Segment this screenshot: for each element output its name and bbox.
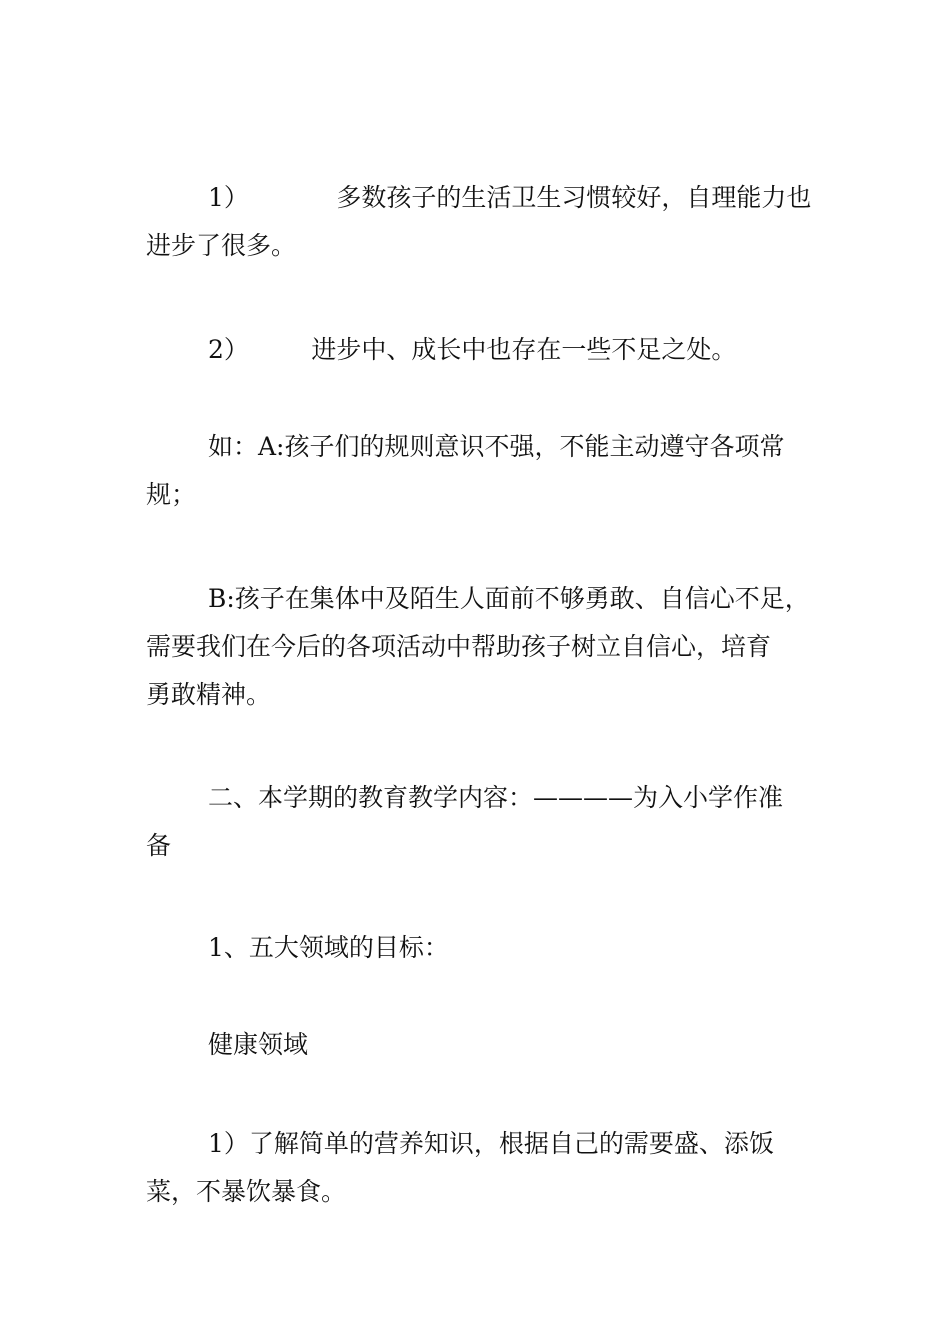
paragraph-2 xyxy=(146,326,816,374)
paragraph-line: 备 xyxy=(146,831,172,860)
paragraph-4 xyxy=(146,575,816,719)
paragraph-line: 规； xyxy=(146,480,197,509)
paragraph-line: 2） 进步中、成长中也存在一些不足之处。 xyxy=(208,335,737,364)
paragraph-line: 二、本学期的教育教学内容：————为入小学作准 xyxy=(208,783,784,812)
subheading-five-domains xyxy=(146,924,816,972)
paragraph-line: 1、五大领域的目标： xyxy=(208,933,449,962)
paragraph-line: 1） 多数孩子的生活卫生习惯较好，自理能力也 xyxy=(208,183,812,212)
paragraph-3 xyxy=(146,423,816,519)
paragraph-line: 进步了很多。 xyxy=(146,231,297,260)
paragraph-health-1 xyxy=(146,1120,816,1216)
paragraph-line: 勇敢精神。 xyxy=(146,680,272,709)
subheading-health-domain xyxy=(146,1021,816,1069)
paragraph-line: 菜，不暴饮暴食。 xyxy=(146,1177,347,1206)
paragraph-line: B:孩子在集体中及陌生人面前不够勇敢、自信心不足， xyxy=(208,584,810,613)
paragraph-1 xyxy=(146,174,816,270)
paragraph-line: 1）了解简单的营养知识，根据自己的需要盛、添饭 xyxy=(208,1129,774,1158)
paragraph-line: 如：A:孩子们的规则意识不强，不能主动遵守各项常 xyxy=(208,432,785,461)
paragraph-line: 健康领域 xyxy=(208,1030,309,1059)
section-heading-2 xyxy=(146,774,816,870)
paragraph-line: 需要我们在今后的各项活动中帮助孩子树立自信心，培育 xyxy=(146,632,772,661)
